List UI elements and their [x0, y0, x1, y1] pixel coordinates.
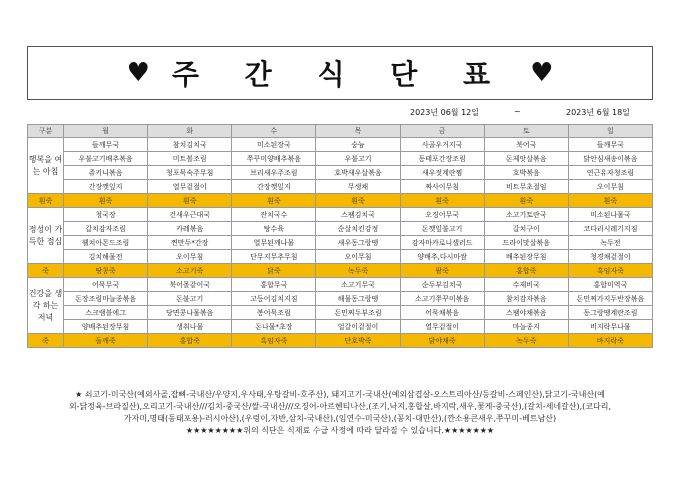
menu-row	[28, 278, 653, 292]
menu-cell: 스팸김치국	[316, 208, 400, 222]
menu-cell: 돈깻잎불고기	[400, 222, 484, 236]
porridge-cell: 소고기죽	[148, 264, 232, 278]
menu-cell: 돈민찌두부조림	[316, 306, 400, 320]
menu-cell: 오이무침	[568, 180, 652, 194]
header-day: 금	[400, 125, 484, 138]
menu-cell: 브리새우주조림	[232, 166, 316, 180]
menu-row	[28, 320, 653, 334]
date-range	[0, 107, 677, 121]
menu-cell: 들깨무국	[568, 138, 652, 152]
menu-cell: 미트볼조림	[148, 152, 232, 166]
menu-cell: 우불고기배추볶음	[64, 152, 148, 166]
porridge-cell: 팥죽	[400, 264, 484, 278]
meal-category: 행복을 여는 아침	[28, 138, 64, 194]
menu-cell: 북어몰같이국	[148, 278, 232, 292]
menu-cell: 잔치국수	[232, 208, 316, 222]
end-date: 2023년 6월 18일	[566, 108, 630, 117]
menu-cell: 단무지무추무침	[232, 250, 316, 264]
menu-cell: 쥬키니볶음	[64, 166, 148, 180]
menu-row	[28, 250, 653, 264]
menu-cell: 스팸야채볶음	[484, 306, 568, 320]
header-row	[28, 125, 653, 138]
menu-cell: 갈치감자조림	[64, 222, 148, 236]
start-date: 2023년 06월 12일	[410, 108, 479, 117]
heart-right-icon: ♥	[530, 58, 554, 88]
menu-cell: 열무겉절이	[148, 180, 232, 194]
origin-note-line: ★ 쇠고기-미국산(예외사골,잡뼈-국내산/우양지,우사태,우탕갈비-호주산), 돼지고기-국내산(예외삼겹살-오스트리아산/등갈비-스페인산),닭고기-국내산(예	[75, 390, 605, 399]
menu-cell: 돈장조림마늘종볶음	[64, 292, 148, 306]
menu-cell: 마늘종지	[484, 320, 568, 334]
menu-cell: 김치해물전	[64, 250, 148, 264]
porridge-cell: 흰죽	[232, 194, 316, 208]
porridge-cell: 단호박죽	[316, 334, 400, 348]
menu-cell: 홍합미역국	[568, 278, 652, 292]
menu-cell: 봉어묵조림	[232, 306, 316, 320]
menu-cell: 코다리시레기지짐	[568, 222, 652, 236]
menu-cell: 스크램블에그	[64, 306, 148, 320]
menu-title	[27, 46, 653, 100]
porridge-cell: 흰죽	[568, 194, 652, 208]
menu-cell: 청국장	[64, 208, 148, 222]
header-day: 토	[484, 125, 568, 138]
menu-row	[28, 180, 653, 194]
menu-cell: 해물동그랑땡	[316, 292, 400, 306]
menu-cell: 배추된장무침	[484, 250, 568, 264]
menu-cell: 숭늉	[316, 138, 400, 152]
porridge-label: 죽	[28, 334, 64, 348]
menu-cell: 찐만두*간장	[148, 236, 232, 250]
title-text: 주 간 식 단 표	[171, 58, 509, 91]
porridge-cell: 흑임자죽	[232, 334, 316, 348]
menu-row	[28, 138, 653, 152]
menu-cell: 드라이맛살볶음	[484, 236, 568, 250]
porridge-label: 흰죽	[28, 194, 64, 208]
menu-cell: 돈불고기	[148, 292, 232, 306]
menu-cell: 양배추,다시마쌈	[400, 250, 484, 264]
menu-cell: 돈민찌가지두반장볶음	[568, 292, 652, 306]
menu-row	[28, 236, 653, 250]
porridge-cell: 녹두죽	[484, 334, 568, 348]
menu-cell: 소고기쭈꾸미볶음	[400, 292, 484, 306]
header-day: 수	[232, 125, 316, 138]
porridge-row	[28, 334, 653, 348]
menu-cell: 북어국	[484, 138, 568, 152]
menu-cell: 새우젓계란찜	[400, 166, 484, 180]
porridge-cell: 흰죽	[400, 194, 484, 208]
menu-cell: 순두부김치국	[400, 278, 484, 292]
menu-cell: 당면콩나물볶음	[148, 306, 232, 320]
menu-cell: 돈나물*초장	[232, 320, 316, 334]
menu-cell: 오이무침	[148, 250, 232, 264]
menu-cell: 생취나물	[148, 320, 232, 334]
origin-note-line: 외-닭정육-브라질산),오리고기-국내산///김치-중국산/쌀-국내산///오징어-아르헨티나산,(조기,낙지,홍합살,바지락,새우,꽃게-중국산),(갈치-세네갈산),(코다리,	[68, 402, 612, 411]
menu-cell: 비트무초절임	[484, 180, 568, 194]
menu-cell: 호박볶음	[484, 166, 568, 180]
menu-cell: 돈제앗살볶음	[484, 152, 568, 166]
porridge-cell: 들깨죽	[64, 334, 148, 348]
menu-cell: 간장깻잎지	[64, 180, 148, 194]
menu-row	[28, 208, 653, 222]
menu-cell: 오징어무국	[400, 208, 484, 222]
menu-row	[28, 222, 653, 236]
menu-cell: 소고기무국	[316, 278, 400, 292]
menu-cell: 청포묵숙주무침	[148, 166, 232, 180]
notice-line: ★★★★★★★★위의 식단은 식재료 수급 사정에 따라 달라질 수 있습니다.★★★★★★★	[185, 426, 495, 435]
menu-cell: 쭈꾸미양배추볶음	[232, 152, 316, 166]
menu-cell: 탕수육	[232, 222, 316, 236]
menu-cell: 미소된장국	[232, 138, 316, 152]
menu-cell: 홍합무국	[232, 278, 316, 292]
menu-row	[28, 306, 653, 320]
menu-row	[28, 152, 653, 166]
header-day: 일	[568, 125, 652, 138]
porridge-label: 죽	[28, 264, 64, 278]
menu-cell: 동태포간장조림	[400, 152, 484, 166]
menu-cell: 감자마카로니샐러드	[400, 236, 484, 250]
porridge-cell: 바지락죽	[568, 334, 652, 348]
menu-cell: 양배추된장무침	[64, 320, 148, 334]
menu-cell: 열무된깨나물	[232, 236, 316, 250]
menu-cell: 간장깻잎지	[232, 180, 316, 194]
menu-cell: 사골우거지국	[400, 138, 484, 152]
header-day: 목	[316, 125, 400, 138]
menu-cell: 고등어김치지짐	[232, 292, 316, 306]
meal-category: 정성이 가득한 점심	[28, 208, 64, 264]
menu-cell: 동그랑땡계란조림	[568, 306, 652, 320]
porridge-cell: 흰죽	[64, 194, 148, 208]
porridge-cell: 홍합죽	[484, 264, 568, 278]
menu-cell: 어묵채볶음	[400, 306, 484, 320]
menu-cell: 우불고기	[316, 152, 400, 166]
porridge-cell: 흰죽	[316, 194, 400, 208]
porridge-cell: 흑임자죽	[568, 264, 652, 278]
menu-cell: 오이무침	[316, 250, 400, 264]
menu-cell: 카레볶음	[148, 222, 232, 236]
menu-cell: 갈치구이	[484, 222, 568, 236]
menu-cell: 웰치아몬드조림	[64, 236, 148, 250]
header-category: 구분	[28, 125, 64, 138]
menu-cell: 들깨무국	[64, 138, 148, 152]
menu-cell: 비지락무나물	[568, 320, 652, 334]
menu-cell: 닭안심새송이볶음	[568, 152, 652, 166]
menu-cell: 참치감자볶음	[484, 292, 568, 306]
menu-cell: 소고기토란국	[484, 208, 568, 222]
header-day: 화	[148, 125, 232, 138]
porridge-cell: 홍합죽	[148, 334, 232, 348]
menu-cell: 청경채겉절이	[568, 250, 652, 264]
heart-left-icon: ♥	[126, 58, 150, 88]
porridge-cell: 닭야채죽	[400, 334, 484, 348]
porridge-cell: 땅콩죽	[64, 264, 148, 278]
menu-cell: 어묵무국	[64, 278, 148, 292]
menu-cell: 건새우근대국	[148, 208, 232, 222]
notes	[27, 389, 653, 437]
weekly-menu-table	[27, 124, 653, 348]
menu-cell: 새우동그랑땡	[316, 236, 400, 250]
menu-cell: 녹두전	[568, 236, 652, 250]
meal-category: 건강을 생각 하는 저녁	[28, 278, 64, 334]
menu-cell: 미소된나물국	[568, 208, 652, 222]
menu-row	[28, 166, 653, 180]
menu-cell: 짜사이무침	[400, 180, 484, 194]
menu-cell: 열무겉절이	[400, 320, 484, 334]
menu-cell: 연근유자청조림	[568, 166, 652, 180]
menu-row	[28, 292, 653, 306]
menu-cell: 참치김치국	[148, 138, 232, 152]
porridge-row	[28, 264, 653, 278]
menu-cell: 호박새우살볶음	[316, 166, 400, 180]
menu-cell: 얼갈이겉절이	[316, 320, 400, 334]
porridge-cell: 녹두죽	[316, 264, 400, 278]
porridge-row	[28, 194, 653, 208]
porridge-cell: 닭죽	[232, 264, 316, 278]
menu-cell: 순살치킨강정	[316, 222, 400, 236]
origin-note-line: 가자미,명태(동태포용)-러시아산),(우렁이,자반,삼치-국내산),(임연수-미국산),(꽁치-대만산),(깐소용큰새우,쭈꾸미-베트남산)	[123, 414, 557, 423]
porridge-cell: 흰죽	[484, 194, 568, 208]
date-separator: ~	[514, 107, 521, 116]
porridge-cell: 흰죽	[148, 194, 232, 208]
header-day: 월	[64, 125, 148, 138]
menu-cell: 수제비국	[484, 278, 568, 292]
menu-cell: 무생채	[316, 180, 400, 194]
